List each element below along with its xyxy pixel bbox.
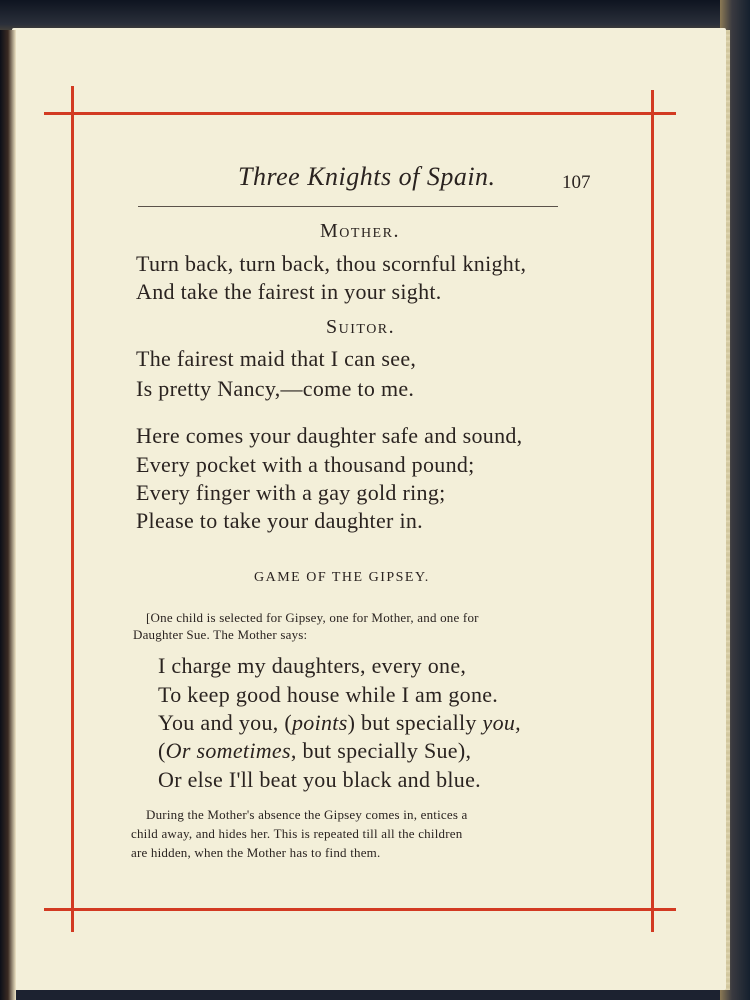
- verse-line: The fairest maid that I can see,: [136, 346, 417, 371]
- verse-fragment: , but specially Sue),: [290, 738, 472, 763]
- verse-fragment-italic: you,: [482, 710, 521, 735]
- page-number: 107: [562, 172, 591, 193]
- speaker-mother: Mother.: [320, 220, 400, 242]
- verse-fragment: You and you, (: [158, 710, 292, 735]
- verse-line: Every pocket with a thousand pound;: [136, 452, 475, 477]
- verse-line: Every finger with a gay gold ring;: [136, 480, 446, 505]
- header-rule: [138, 206, 558, 207]
- game-verse-line: I charge my daughters, every one,: [158, 653, 467, 678]
- section-title: GAME OF THE GIPSEY.: [254, 570, 430, 585]
- verse-fragment-italic: Or sometimes: [165, 738, 291, 763]
- frame-rule-right: [651, 90, 654, 932]
- verse-fragment: (: [158, 738, 166, 763]
- verse-fragment-italic: points: [291, 710, 348, 735]
- verse-line: Here comes your daughter safe and sound,: [136, 423, 523, 448]
- speaker-suitor: Suitor.: [326, 316, 396, 338]
- page-gutter: [0, 30, 16, 1000]
- closing-line: are hidden, when the Mother has to find them.: [131, 845, 381, 860]
- verse-line: Turn back, turn back, thou scornful knight,: [136, 251, 527, 276]
- frame-rule-left: [71, 86, 74, 932]
- verse-line: Is pretty Nancy,—come to me.: [136, 376, 415, 401]
- verse-line: And take the fairest in your sight.: [136, 279, 442, 304]
- verse-fragment: ) but specially: [347, 710, 483, 735]
- game-verse-line: [158, 737, 471, 765]
- frame-rule-top: [44, 112, 676, 115]
- frame-rule-bottom: [44, 908, 676, 911]
- verse-line: Please to take your daughter in.: [136, 508, 423, 533]
- game-verse-line: [158, 709, 521, 737]
- game-verse-line: Or else I'll beat you black and blue.: [158, 767, 481, 792]
- intro-line: Daughter Sue. The Mother says:: [133, 627, 308, 642]
- intro-line: [One child is selected for Gipsey, one for Mother, and one for: [146, 610, 479, 625]
- game-verse-line: To keep good house while I am gone.: [158, 682, 499, 707]
- running-head: Three Knights of Spain.: [238, 162, 496, 191]
- closing-line: During the Mother's absence the Gipsey comes in, entices a: [146, 807, 468, 822]
- closing-line: child away, and hides her. This is repeated till all the children: [131, 826, 463, 841]
